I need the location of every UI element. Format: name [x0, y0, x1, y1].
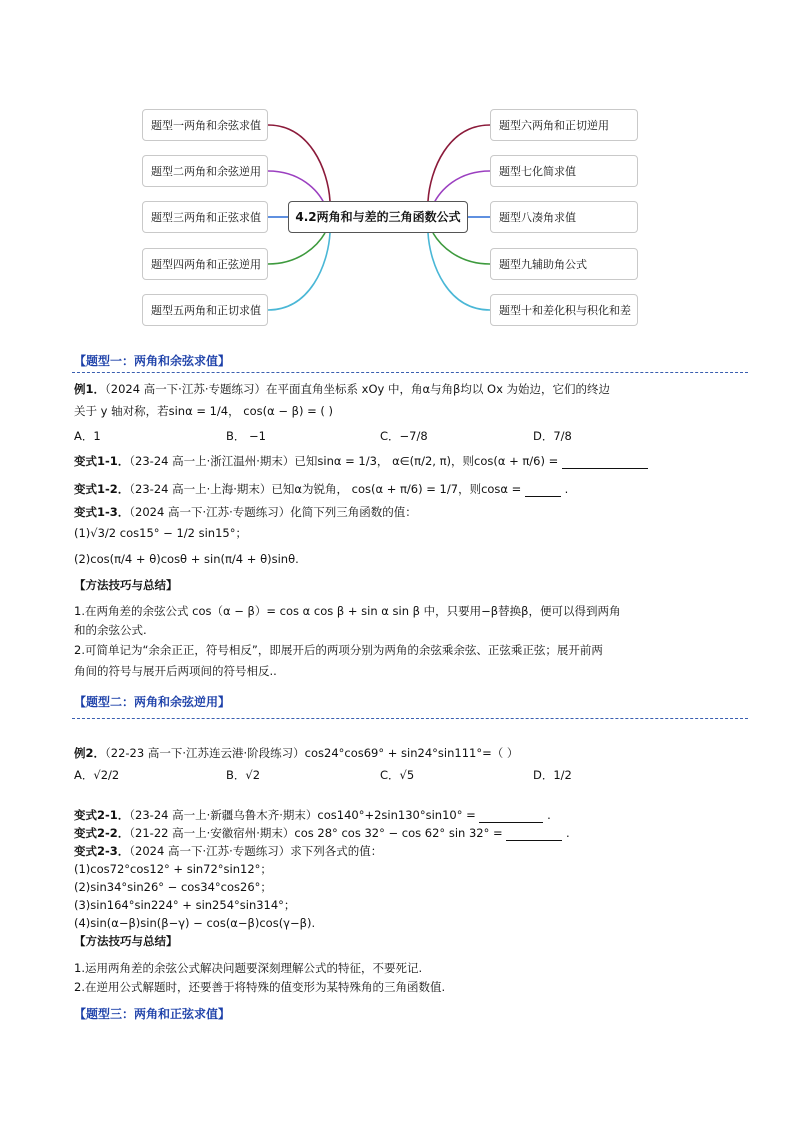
mindmap-node-4: 题型四两角和正弦逆用 [142, 248, 268, 280]
variant-2-3-item-2: (2)sin34°sin26° − cos34°cos26°； [74, 880, 272, 894]
ex2-option-d: D．1/2 [533, 768, 572, 782]
answer-blank [562, 456, 648, 469]
answer-blank [506, 828, 562, 841]
variant-2-2 [74, 825, 570, 841]
variant-1-1 [74, 453, 648, 469]
ex1-option-d: D．7/8 [533, 429, 572, 443]
variant-1-3-item-1: (1)√3/2 cos15° − 1/2 sin15°； [74, 526, 247, 540]
mindmap-node-5: 题型五两角和正切求值 [142, 294, 268, 326]
mindmap-node-9: 题型九辅助角公式 [490, 248, 638, 280]
example-1-text: （2024 高一下·江苏·专题练习）在平面直角坐标系 xOy 中，角α与角β均以 Ox 为始边，它们的终边 [105, 382, 611, 396]
example-1 [74, 381, 610, 397]
variant-2-3 [74, 843, 382, 859]
method-header-1: 【方法技巧与总结】 [74, 578, 178, 592]
mindmap-center: 4.2两角和与差的三角函数公式 [288, 201, 468, 233]
variant-1-1-text: （23-24 高一上·浙江温州·期末）已知sinα = 1/3， α∈(π/2, π)，则cos(α + π/6) = [129, 454, 559, 468]
mindmap-connectors [0, 0, 794, 340]
method-2-line-2: 2.在逆用公式解题时，还要善于将特殊的值变形为某特殊角的三角函数值. [74, 980, 446, 994]
variant-2-2-label: 变式2-2． [74, 826, 130, 840]
mindmap-node-7: 题型七化简求值 [490, 155, 638, 187]
method-1-line-1: 1.在两角差的余弦公式 cos（α − β）= cos α cos β + sin α sin β 中，只要用−β替换β，便可以得到两角 [74, 604, 621, 618]
section1-header: 【题型一：两角和余弦求值】 [74, 354, 231, 368]
mindmap-node-3: 题型三两角和正弦求值 [142, 201, 268, 233]
method-1-line-4: 角间的符号与展开后两项间的符号相反.. [74, 664, 277, 678]
mindmap-node-6: 题型六两角和正切逆用 [490, 109, 638, 141]
example-2-text: （22-23 高一下·江苏连云港·阶段练习）cos24°cos69° + sin24°sin111°=（ ） [105, 746, 519, 760]
variant-1-2 [74, 481, 568, 497]
mindmap-node-2: 题型二两角和余弦逆用 [142, 155, 268, 187]
method-1-line-2: 和的余弦公式. [74, 623, 147, 637]
mindmap [0, 0, 794, 340]
section3-header: 【题型三：两角和正弦求值】 [74, 1007, 231, 1021]
method-header-2: 【方法技巧与总结】 [74, 934, 178, 948]
ex1-option-c: C．−7/8 [380, 429, 428, 443]
mindmap-node-8: 题型八凑角求值 [490, 201, 638, 233]
variant-1-3-text: （2024 高一下·江苏·专题练习）化简下列三角函数的值： [129, 505, 417, 519]
mindmap-node-10: 题型十和差化积与积化和差 [490, 294, 638, 326]
example-1-label: 例1． [74, 382, 106, 396]
mindmap-node-1: 题型一两角和余弦求值 [142, 109, 268, 141]
divider [72, 372, 748, 373]
example-2 [74, 745, 518, 761]
variant-1-2-label: 变式1-2． [74, 482, 130, 496]
section2-header: 【题型二：两角和余弦逆用】 [74, 695, 231, 709]
variant-2-1 [74, 807, 551, 823]
ex1-option-b: B． −1 [226, 429, 266, 443]
ex2-option-b: B．√2 [226, 768, 261, 782]
ex2-option-c: C．√5 [380, 768, 415, 782]
method-2-line-1: 1.运用两角差的余弦公式解决问题要深刻理解公式的特征，不要死记. [74, 961, 423, 975]
variant-2-2-end: . [565, 826, 570, 840]
variant-1-3-label: 变式1-3． [74, 505, 130, 519]
answer-blank [479, 810, 543, 823]
variant-1-2-end: . [564, 482, 569, 496]
variant-1-1-label: 变式1-1． [74, 454, 130, 468]
ex1-option-a: A．1 [74, 429, 101, 443]
variant-1-3 [74, 504, 417, 520]
variant-2-3-item-4: (4)sin(α−β)sin(β−γ) − cos(α−β)cos(γ−β). [74, 916, 316, 930]
variant-2-3-label: 变式2-3． [74, 844, 130, 858]
variant-2-3-text: （2024 高一下·江苏·专题练习）求下列各式的值： [129, 844, 383, 858]
variant-2-2-text: （21-22 高一上·安徽宿州·期末）cos 28° cos 32° − cos 62° sin 32° = [129, 826, 503, 840]
variant-2-3-item-1: (1)cos72°cos12° + sin72°sin12°； [74, 862, 272, 876]
divider [72, 718, 748, 719]
variant-2-1-label: 变式2-1． [74, 808, 130, 822]
method-1-line-3: 2.可简单记为“余余正正，符号相反”，即展开后的两项分别为两角的余弦乘余弦、正弦乘正弦；展开前两 [74, 643, 603, 657]
example-1-line2: 关于 y 轴对称，若sinα = 1/4， cos(α − β) = ( ) [74, 404, 334, 418]
ex2-option-a: A．√2/2 [74, 768, 120, 782]
variant-1-3-item-2: (2)cos(π/4 + θ)cosθ + sin(π/4 + θ)sinθ. [74, 552, 299, 566]
example-2-label: 例2． [74, 746, 106, 760]
answer-blank [525, 484, 561, 497]
variant-2-1-text: （23-24 高一上·新疆乌鲁木齐·期末）cos140°+2sin130°sin10° = [129, 808, 476, 822]
variant-1-2-text: （23-24 高一上·上海·期末）已知α为锐角， cos(α + π/6) = 1/7，则cosα = [129, 482, 522, 496]
variant-2-1-end: . [547, 808, 551, 822]
variant-2-3-item-3: (3)sin164°sin224° + sin254°sin314°； [74, 898, 296, 912]
